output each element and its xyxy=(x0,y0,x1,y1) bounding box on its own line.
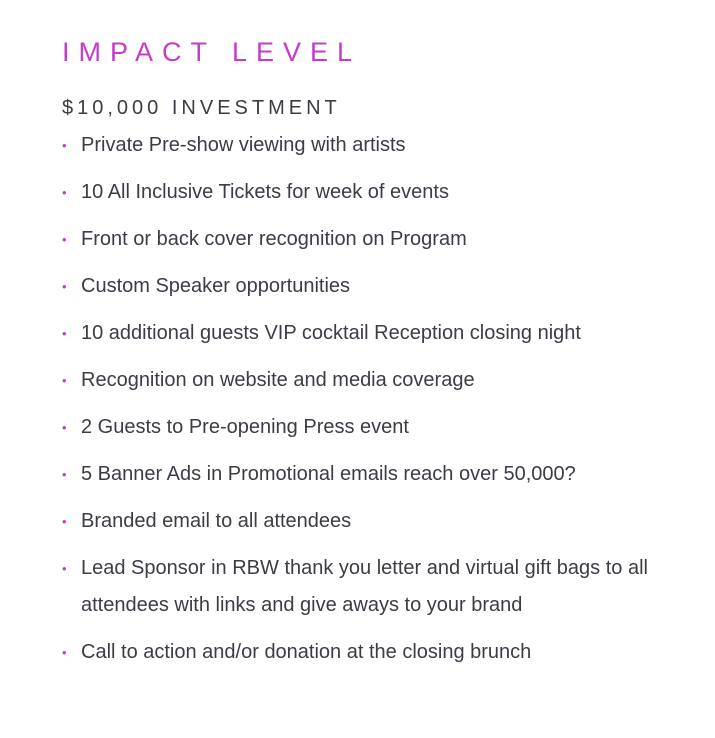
bullet-icon: • xyxy=(62,232,67,247)
benefit-item xyxy=(62,221,682,258)
bullet-icon: • xyxy=(62,420,67,435)
benefit-text: 2 Guests to Pre-opening Press event xyxy=(81,416,409,438)
benefit-item xyxy=(62,268,682,305)
benefit-text: Lead Sponsor in RBW thank you letter and virtual gift bags to all attendees with links and give aways to your brand xyxy=(81,557,648,616)
benefit-item xyxy=(62,409,682,446)
benefit-text: 10 additional guests VIP cocktail Reception closing night xyxy=(81,322,581,344)
benefit-text: Front or back cover recognition on Program xyxy=(81,228,467,250)
benefit-item xyxy=(62,315,682,352)
bullet-icon: • xyxy=(62,467,67,482)
benefit-text: Custom Speaker opportunities xyxy=(81,275,351,297)
benefit-item xyxy=(62,174,682,211)
bullet-icon: • xyxy=(62,645,67,660)
benefits-list xyxy=(62,127,682,671)
bullet-icon: • xyxy=(62,561,67,576)
tier-price: $10,000 INVESTMENT xyxy=(62,97,341,119)
benefit-item xyxy=(62,634,682,671)
benefit-item xyxy=(62,456,682,493)
bullet-icon: • xyxy=(62,373,67,388)
bullet-icon: • xyxy=(62,326,67,341)
tier-title: IMPACT LEVEL xyxy=(62,37,362,67)
benefit-item xyxy=(62,127,682,164)
benefit-text: Branded email to all attendees xyxy=(81,510,352,532)
bullet-icon: • xyxy=(62,138,67,153)
benefit-text: Private Pre-show viewing with artists xyxy=(81,134,406,156)
benefit-text: Recognition on website and media coverage xyxy=(81,369,475,391)
benefit-item xyxy=(62,550,682,624)
bullet-icon: • xyxy=(62,279,67,294)
bullet-icon: • xyxy=(62,185,67,200)
benefit-item xyxy=(62,362,682,399)
bullet-icon: • xyxy=(62,514,67,529)
sponsorship-tier-panel xyxy=(62,30,682,681)
benefit-item xyxy=(62,503,682,540)
benefit-text: 5 Banner Ads in Promotional emails reach over 50,000? xyxy=(81,463,576,485)
benefit-text: Call to action and/or donation at the closing brunch xyxy=(81,641,532,663)
benefit-text: 10 All Inclusive Tickets for week of events xyxy=(81,181,449,203)
